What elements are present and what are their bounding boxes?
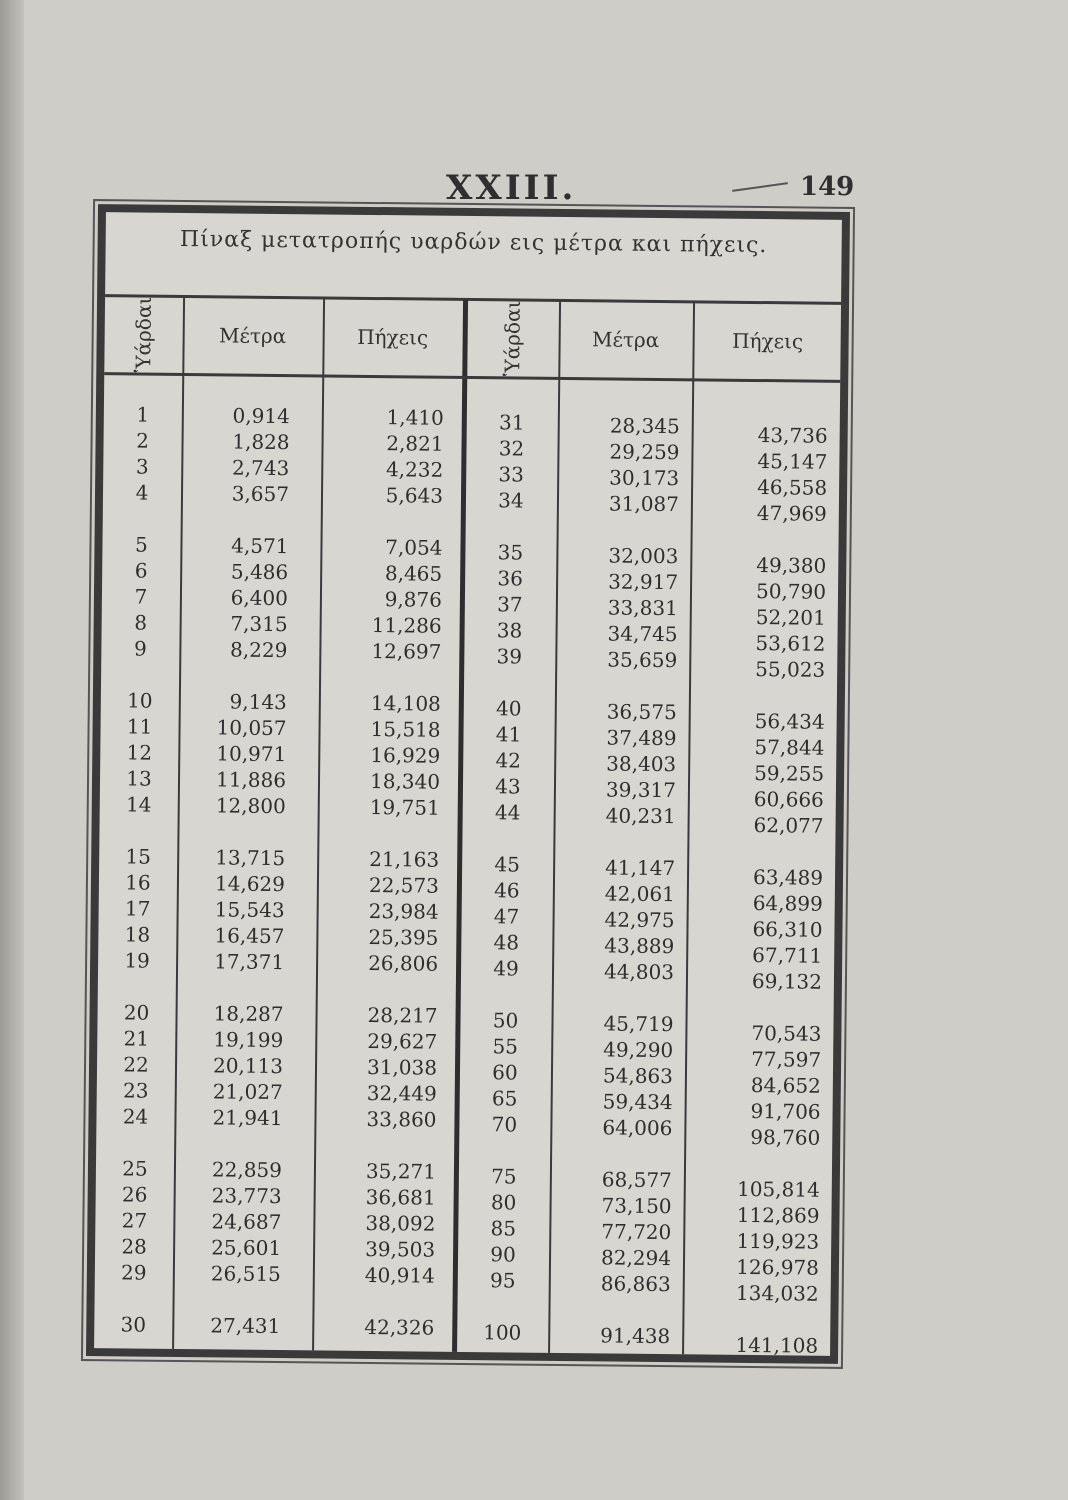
yards-cell: 90 <box>490 1242 516 1267</box>
pechys-cell: 63,489 <box>752 864 824 890</box>
yards-cell: 23 <box>122 1078 149 1103</box>
meters-cell: 77,720 <box>601 1219 672 1245</box>
yards-cell: 65 <box>491 1086 518 1111</box>
yards-cell: 32 <box>498 436 525 461</box>
meters-cell: 64,006 <box>602 1115 673 1141</box>
yards-cell: 50 <box>492 1008 519 1033</box>
meters-cell: 43,889 <box>604 933 675 959</box>
yards-cell: 100 <box>483 1320 522 1345</box>
pechys-cell: 53,612 <box>755 631 826 656</box>
pechys-cell: 2,821 <box>386 431 444 456</box>
yards-cell: 85 <box>490 1216 517 1241</box>
pechys-cell: 43,736 <box>757 423 828 448</box>
yards-cell: 29 <box>121 1260 147 1285</box>
meters-cell: 35,659 <box>607 647 678 673</box>
pechys-cell: 60,666 <box>753 786 824 812</box>
pechys-cell: 62,077 <box>753 812 824 838</box>
pechys-cell: 40,914 <box>364 1262 435 1288</box>
yards-cell: 70 <box>491 1112 518 1137</box>
meters-cell: 29,259 <box>609 439 680 465</box>
pechys-cell: 35,271 <box>365 1158 437 1184</box>
meters-cell: 37,489 <box>606 725 677 751</box>
meters-cell: 86,863 <box>600 1271 671 1297</box>
pechys-cell: 18,340 <box>369 768 441 794</box>
table-title: Πίναξ μετατροπής υαρδών εις μέτρα και πήχεις. <box>179 226 768 259</box>
meters-cell: 16,457 <box>214 923 285 949</box>
pechys-cell: 52,201 <box>755 605 826 630</box>
yards-cell: 39 <box>496 644 523 669</box>
page-header <box>0 168 1068 208</box>
pechys-cell: 7,054 <box>385 535 443 560</box>
meters-cell: 6,400 <box>230 585 289 611</box>
meters-cell: 73,150 <box>601 1193 672 1219</box>
yards-cell: 4 <box>135 480 149 505</box>
yards-cell: 31 <box>498 410 525 435</box>
yards-cell: 80 <box>490 1190 517 1215</box>
meters-cell: 42,975 <box>604 907 675 933</box>
yards-cell: 55 <box>492 1034 519 1059</box>
meters-cell: 59,434 <box>602 1089 673 1115</box>
header-pechys-left: Πήχεις <box>357 324 429 350</box>
meters-cell: 22,859 <box>211 1157 283 1183</box>
meters-cell: 36,575 <box>606 699 677 725</box>
meters-cell: 14,629 <box>214 871 286 897</box>
pechys-cell: 28,217 <box>367 1002 438 1028</box>
meters-cell: 12,800 <box>215 793 286 819</box>
meters-cell: 26,515 <box>210 1261 281 1287</box>
header-yards-left: Ὑάρδαι <box>131 296 157 373</box>
yards-cell: 1 <box>136 402 150 427</box>
pechys-cell: 57,844 <box>754 734 825 760</box>
meters-cell: 23,773 <box>211 1183 282 1209</box>
meters-cell: 40,231 <box>605 803 676 829</box>
pechys-cell: 67,711 <box>752 942 823 968</box>
yards-cell: 45 <box>494 852 521 877</box>
yards-cell: 6 <box>134 558 148 583</box>
yards-cell: 14 <box>125 792 152 817</box>
pechys-cell: 1,410 <box>386 405 444 430</box>
header-pechys-right: Πήχεις <box>732 328 804 354</box>
pechys-cell: 12,697 <box>371 638 442 664</box>
pechys-cell: 69,132 <box>751 968 823 994</box>
meters-cell: 24,687 <box>211 1209 282 1235</box>
meters-cell: 2,743 <box>231 455 290 481</box>
pechys-cell: 119,923 <box>736 1228 820 1254</box>
meters-cell: 91,438 <box>600 1323 671 1349</box>
yards-cell: 26 <box>121 1182 148 1207</box>
pechys-cell: 70,543 <box>751 1020 822 1046</box>
yards-cell: 40 <box>495 696 522 721</box>
yards-cell: 21 <box>123 1026 150 1051</box>
pechys-cell: 56,434 <box>754 708 825 734</box>
pechys-cell: 77,597 <box>751 1046 822 1072</box>
yards-cell: 95 <box>489 1268 516 1293</box>
pechys-cell: 45,147 <box>757 449 828 474</box>
meters-cell: 33,831 <box>607 595 678 621</box>
pechys-cell: 91,706 <box>750 1098 821 1124</box>
meters-cell: 34,745 <box>607 621 678 647</box>
page-number: 149 <box>800 172 855 202</box>
yards-cell: 5 <box>134 532 148 557</box>
pechys-cell: 9,876 <box>384 587 443 612</box>
yards-cell: 60 <box>492 1060 518 1085</box>
pechys-cell: 32,449 <box>366 1080 437 1106</box>
yards-cell: 22 <box>123 1052 149 1077</box>
pechys-cell: 126,978 <box>736 1254 820 1280</box>
meters-cell: 17,371 <box>214 949 285 975</box>
header-meters-right: Μέτρα <box>591 327 660 352</box>
pechys-cell: 36,681 <box>365 1184 436 1210</box>
pechys-cell: 16,929 <box>370 742 441 768</box>
meters-cell: 19,199 <box>213 1027 284 1053</box>
pechys-cell: 14,108 <box>370 690 441 716</box>
pechys-cell: 31,038 <box>366 1054 438 1080</box>
meters-cell: 32,003 <box>608 543 679 569</box>
meters-cell: 28,345 <box>609 413 680 439</box>
yards-cell: 16 <box>125 870 151 895</box>
pechys-cell: 26,806 <box>368 950 439 976</box>
pechys-cell: 49,380 <box>756 553 827 578</box>
meters-cell: 10,057 <box>216 715 287 741</box>
meters-cell: 4,571 <box>231 533 289 559</box>
yards-cell: 30 <box>120 1312 147 1337</box>
meters-cell: 0,914 <box>232 403 290 429</box>
pechys-cell: 11,286 <box>371 612 442 638</box>
yards-cell: 19 <box>124 948 150 973</box>
meters-cell: 32,917 <box>608 569 679 595</box>
yards-cell: 17 <box>124 896 151 921</box>
yards-cell: 44 <box>494 800 521 825</box>
yards-cell: 25 <box>122 1156 148 1181</box>
yards-cell: 7 <box>134 584 148 609</box>
meters-cell: 68,577 <box>601 1167 672 1193</box>
yards-cell: 15 <box>125 844 152 869</box>
pechys-cell: 19,751 <box>369 794 440 820</box>
meters-cell: 5,486 <box>230 559 289 585</box>
yards-cell: 28 <box>121 1234 147 1259</box>
meters-cell: 27,431 <box>210 1313 281 1339</box>
table-body <box>104 402 840 1358</box>
pechys-cell: 22,573 <box>368 872 440 898</box>
pechys-cell: 105,814 <box>736 1176 820 1202</box>
pechys-cell: 39,503 <box>365 1236 436 1262</box>
yards-cell: 43 <box>495 774 521 799</box>
meters-cell: 39,317 <box>605 777 677 803</box>
pechys-cell: 59,255 <box>754 760 825 786</box>
yards-cell: 12 <box>126 740 153 765</box>
pechys-cell: 47,969 <box>756 501 827 526</box>
pechys-cell: 46,558 <box>757 475 828 500</box>
meters-cell: 15,543 <box>214 897 285 923</box>
yards-cell: 33 <box>498 462 525 487</box>
pechys-cell: 112,869 <box>736 1202 820 1228</box>
yards-cell: 3 <box>135 454 149 479</box>
pechys-cell: 98,760 <box>750 1124 821 1150</box>
pechys-cell: 29,627 <box>367 1028 438 1054</box>
meters-cell: 7,315 <box>230 611 288 637</box>
yards-cell: 35 <box>497 540 524 565</box>
pechys-cell: 42,326 <box>364 1314 435 1340</box>
yards-cell: 38 <box>496 618 523 643</box>
meters-cell: 49,290 <box>603 1037 674 1063</box>
yards-cell: 20 <box>123 1000 150 1025</box>
pechys-cell: 21,163 <box>369 846 440 872</box>
yards-cell: 2 <box>136 428 150 453</box>
yards-cell: 49 <box>493 956 519 981</box>
meters-cell: 41,147 <box>605 855 676 881</box>
meters-cell: 13,715 <box>215 845 286 871</box>
meters-cell: 21,027 <box>212 1079 283 1105</box>
pechys-cell: 50,790 <box>755 579 827 604</box>
yards-cell: 42 <box>495 748 522 773</box>
meters-cell: 1,828 <box>232 429 290 455</box>
yards-cell: 41 <box>495 722 522 747</box>
yards-cell: 27 <box>121 1208 148 1233</box>
pechys-cell: 64,899 <box>752 890 823 916</box>
yards-cell: 75 <box>491 1164 517 1189</box>
yards-cell: 37 <box>497 592 523 617</box>
header-meters-left: Μέτρα <box>218 323 287 349</box>
pechys-cell: 4,232 <box>385 457 444 482</box>
meters-cell: 21,941 <box>212 1105 283 1131</box>
column-divider <box>682 302 695 1354</box>
header-dash <box>732 182 788 192</box>
header-yards-right: Ὑάρδαι <box>500 300 526 377</box>
yards-cell: 36 <box>497 566 523 591</box>
yards-cell: 8 <box>134 610 148 635</box>
conversion-table <box>86 204 850 1364</box>
pechys-cell: 84,652 <box>750 1072 821 1098</box>
pechys-cell: 5,643 <box>385 483 444 508</box>
meters-cell: 10,971 <box>216 741 287 767</box>
yards-cell: 10 <box>126 688 153 713</box>
yards-cell: 48 <box>493 930 520 955</box>
pechys-cell: 8,465 <box>384 561 443 586</box>
meters-cell: 44,803 <box>603 959 675 985</box>
meters-cell: 54,863 <box>602 1063 674 1089</box>
pechys-cell: 38,092 <box>365 1210 436 1236</box>
yards-cell: 47 <box>493 904 520 929</box>
meters-cell: 9,143 <box>229 689 287 715</box>
meters-cell: 45,719 <box>603 1011 674 1037</box>
pechys-cell: 134,032 <box>735 1280 819 1306</box>
meters-cell: 20,113 <box>212 1053 284 1079</box>
pechys-cell: 66,310 <box>752 916 823 942</box>
meters-cell: 38,403 <box>606 751 677 777</box>
yards-cell: 18 <box>124 922 151 947</box>
chapter-number: XXIII. <box>446 168 577 208</box>
meters-cell: 42,061 <box>604 881 675 907</box>
yards-cell: 46 <box>494 878 520 903</box>
yards-cell: 13 <box>126 766 152 791</box>
yards-cell: 24 <box>122 1104 149 1129</box>
meters-cell: 11,886 <box>215 767 287 793</box>
pechys-cell: 33,860 <box>366 1106 437 1132</box>
meters-cell: 25,601 <box>211 1235 282 1261</box>
yards-cell: 34 <box>498 488 524 513</box>
meters-cell: 18,287 <box>213 1001 284 1027</box>
meters-cell: 31,087 <box>608 491 680 517</box>
pechys-cell: 141,108 <box>735 1332 819 1358</box>
pechys-cell: 25,395 <box>368 924 439 950</box>
meters-cell: 8,229 <box>230 637 288 663</box>
pechys-cell: 23,984 <box>368 898 439 924</box>
book-spine-shadow <box>0 0 24 1500</box>
meters-cell: 82,294 <box>600 1245 672 1271</box>
yards-cell: 9 <box>133 636 147 661</box>
pechys-cell: 15,518 <box>370 716 441 742</box>
meters-cell: 30,173 <box>609 465 680 491</box>
pechys-cell: 55,023 <box>755 657 826 682</box>
yards-cell: 11 <box>126 714 153 739</box>
meters-cell: 3,657 <box>231 481 290 507</box>
